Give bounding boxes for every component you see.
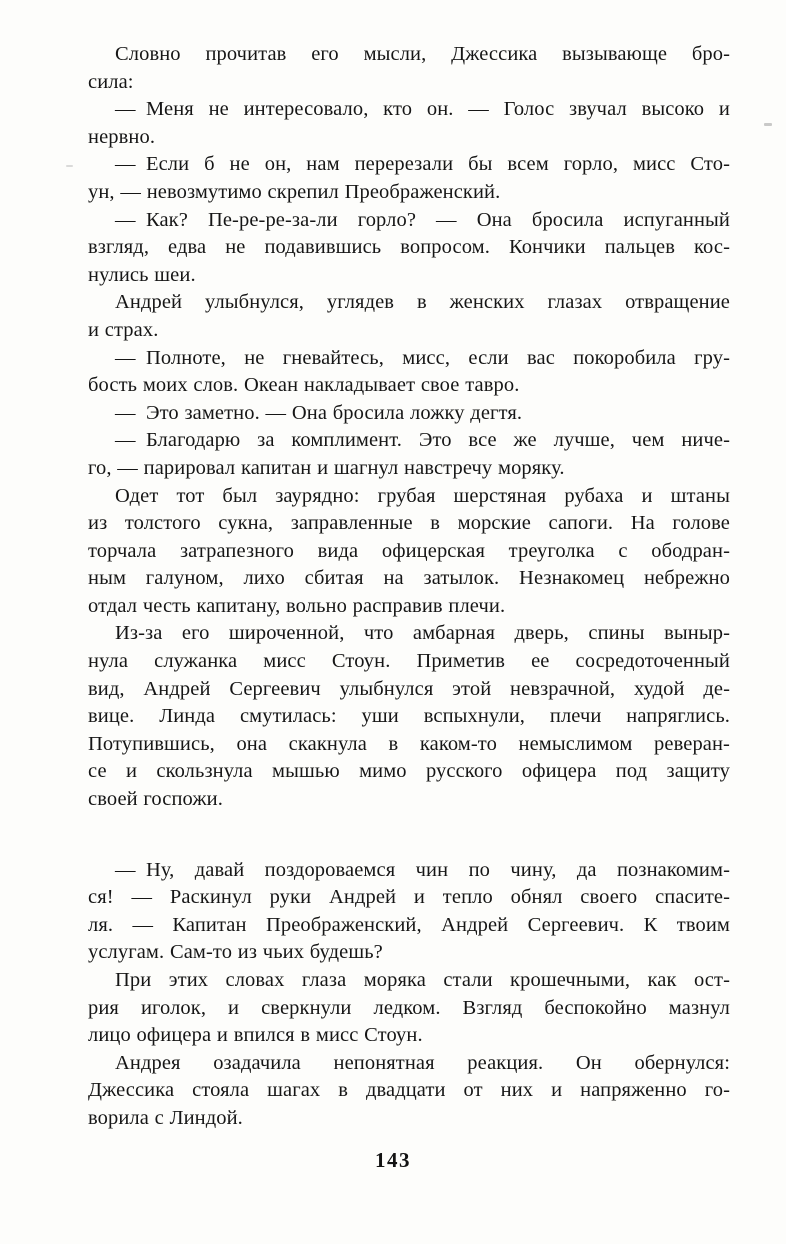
text-line: ун, — невозмутимо скрепил Преображенский. bbox=[88, 180, 501, 203]
text-line: При этих словах глаза моряка стали крошечными, как ост- bbox=[115, 969, 730, 991]
text-line: торчала затрапезного вида офицерская треуголка с ободран- bbox=[88, 539, 730, 562]
text-line: услугам. Сам-то из чьих будешь? bbox=[88, 941, 383, 964]
text-line: сила: bbox=[88, 70, 134, 93]
text-line: — Это заметно. — Она бросила ложку дегтя. bbox=[115, 401, 523, 424]
scan-speck bbox=[66, 165, 73, 167]
text-line: ным галуном, лихо сбитая на затылок. Незнакомец небрежно bbox=[88, 567, 730, 590]
text-line: Андрея озадачила непонятная реакция. Он обернулся: bbox=[115, 1051, 730, 1074]
text-line: отдал честь капитану, вольно расправив плечи. bbox=[88, 594, 506, 617]
text-line: лицо офицера и впился в мисс Стоун. bbox=[88, 1024, 423, 1047]
text-line: — Как? Пе-ре-ре-за-ли горло? — Она бросила испуганный bbox=[115, 208, 730, 231]
text-line: из толстого сукна, заправленные в морские сапоги. На голове bbox=[88, 512, 730, 535]
text-line: го, — парировал капитан и шагнул навстречу моряку. bbox=[88, 456, 565, 479]
text-line: и страх. bbox=[88, 318, 159, 341]
text-line: взгляд, едва не подавившись вопросом. Кончики пальцев кос- bbox=[88, 236, 730, 259]
text-line: Джессика стояла шагах в двадцати от них и напряженно го- bbox=[88, 1079, 730, 1102]
text-line: своей госпожи. bbox=[88, 788, 223, 811]
text-block bbox=[88, 41, 730, 1133]
text-line: — Полноте, не гневайтесь, мисс, если вас покоробила гру- bbox=[115, 346, 730, 369]
text-line: ся! — Раскинул руки Андрей и тепло обнял своего спасите- bbox=[88, 886, 730, 909]
text-line: — Ну, давай поздороваемся чин по чину, да познакомим- bbox=[115, 858, 730, 881]
text-line: нервно. bbox=[88, 125, 156, 148]
text-line: се и скользнула мышью мимо русского офицера под защиту bbox=[88, 760, 730, 783]
text-line: нулись шеи. bbox=[88, 263, 196, 286]
text-line: — Меня не интересовало, кто он. — Голос звучал высоко и bbox=[115, 98, 730, 121]
text-line: рия иголок, и сверкнули ледком. Взгляд беспокойно мазнул bbox=[88, 996, 730, 1019]
text-line: — Благодарю за комплимент. Это все же лучше, чем ниче- bbox=[115, 429, 730, 452]
text-line: Словно прочитав его мысли, Джессика вызывающе бро- bbox=[115, 43, 730, 65]
text-line: бость моих слов. Океан накладывает свое тавро. bbox=[88, 374, 520, 397]
text-line: — Если б не он, нам перерезали бы всем горло, мисс Сто- bbox=[115, 153, 730, 176]
page-number: 143 bbox=[375, 1148, 411, 1172]
text-line: вид, Андрей Сергеевич улыбнулся этой невзрачной, худой де- bbox=[88, 677, 730, 700]
scan-speck bbox=[764, 123, 772, 126]
text-line: Андрей улыбнулся, углядев в женских глазах отвращение bbox=[115, 291, 730, 314]
text-line: Одет тот был заурядно: грубая шерстяная рубаха и штаны bbox=[115, 484, 730, 507]
text-line: нула служанка мисс Стоун. Приметив ее сосредоточенный bbox=[88, 650, 730, 673]
text-line: ля. — Капитан Преображенский, Андрей Сергеевич. К твоим bbox=[88, 913, 730, 936]
text-line: ворила с Линдой. bbox=[88, 1106, 243, 1129]
text-line: вице. Линда смутилась: уши вспыхнули, плечи напряглись. bbox=[88, 705, 730, 728]
text-line: Из-за его широченной, что амбарная дверь, спины выныр- bbox=[115, 622, 730, 645]
text-line: Потупившись, она скакнула в каком-то немыслимом реверан- bbox=[88, 732, 730, 755]
